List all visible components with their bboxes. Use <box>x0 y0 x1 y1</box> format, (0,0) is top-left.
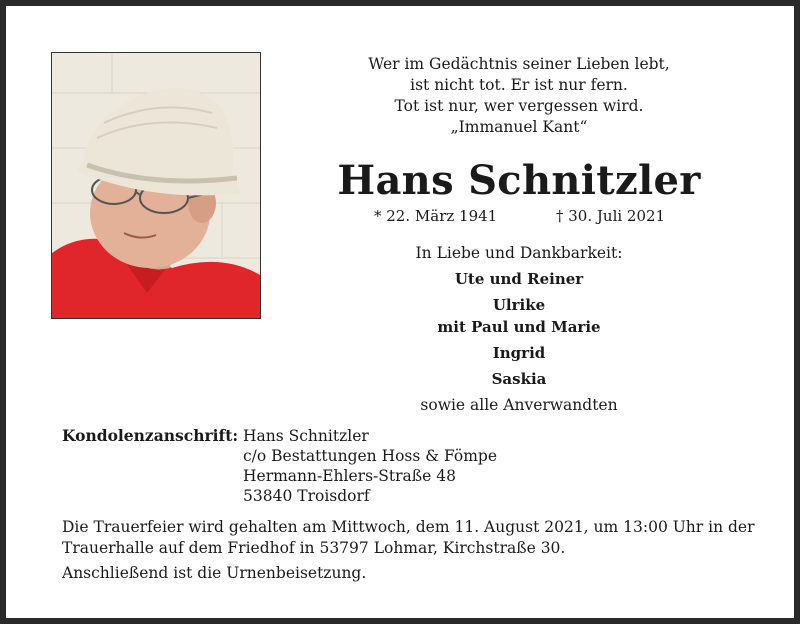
mourners-block <box>268 242 770 416</box>
urn-burial-text: Anschließend ist die Urnenbeisetzung. <box>62 564 367 582</box>
memorial-quote <box>268 54 770 138</box>
address-line: 53840 Troisdorf <box>243 487 370 505</box>
condolence-label: Kondolenzanschrift: <box>62 426 239 445</box>
funeral-details <box>62 517 762 584</box>
mourners-closing: sowie alle Anverwandten <box>420 396 618 414</box>
mourners-intro: In Liebe und Dankbarkeit: <box>415 244 623 262</box>
address-line: Hans Schnitzler <box>243 427 369 445</box>
deceased-name: Hans Schnitzler <box>337 157 701 204</box>
condolence-address-lines <box>243 426 497 506</box>
mourner-name: Ingrid <box>492 344 546 362</box>
mourner-name: Ulrike <box>492 296 546 314</box>
funeral-text: Die Trauerfeier wird gehalten am Mittwoch, dem 11. August 2021, um 13:00 Uhr in der Trauerhalle auf dem Friedhof in 53797 Lohmar, Kirchstraße 30. <box>62 518 755 557</box>
quote-author: „Immanuel Kant“ <box>450 118 588 136</box>
birth-date: * 22. März 1941 <box>374 207 498 225</box>
quote-line: Tot ist nur, wer vergessen wird. <box>394 97 644 115</box>
mourner-name: Saskia <box>491 370 547 388</box>
address-line: Hermann-Ehlers-Straße 48 <box>243 467 456 485</box>
quote-line: ist nicht tot. Er ist nur fern. <box>410 76 628 94</box>
mourner-name: mit Paul und Marie <box>437 318 601 336</box>
portrait-photo <box>51 52 261 319</box>
death-date: † 30. Juli 2021 <box>556 207 666 225</box>
address-line: c/o Bestattungen Hoss & Fömpe <box>243 447 498 465</box>
mourner-name: Ute und Reiner <box>454 270 584 288</box>
quote-line: Wer im Gedächtnis seiner Lieben lebt, <box>368 55 670 73</box>
